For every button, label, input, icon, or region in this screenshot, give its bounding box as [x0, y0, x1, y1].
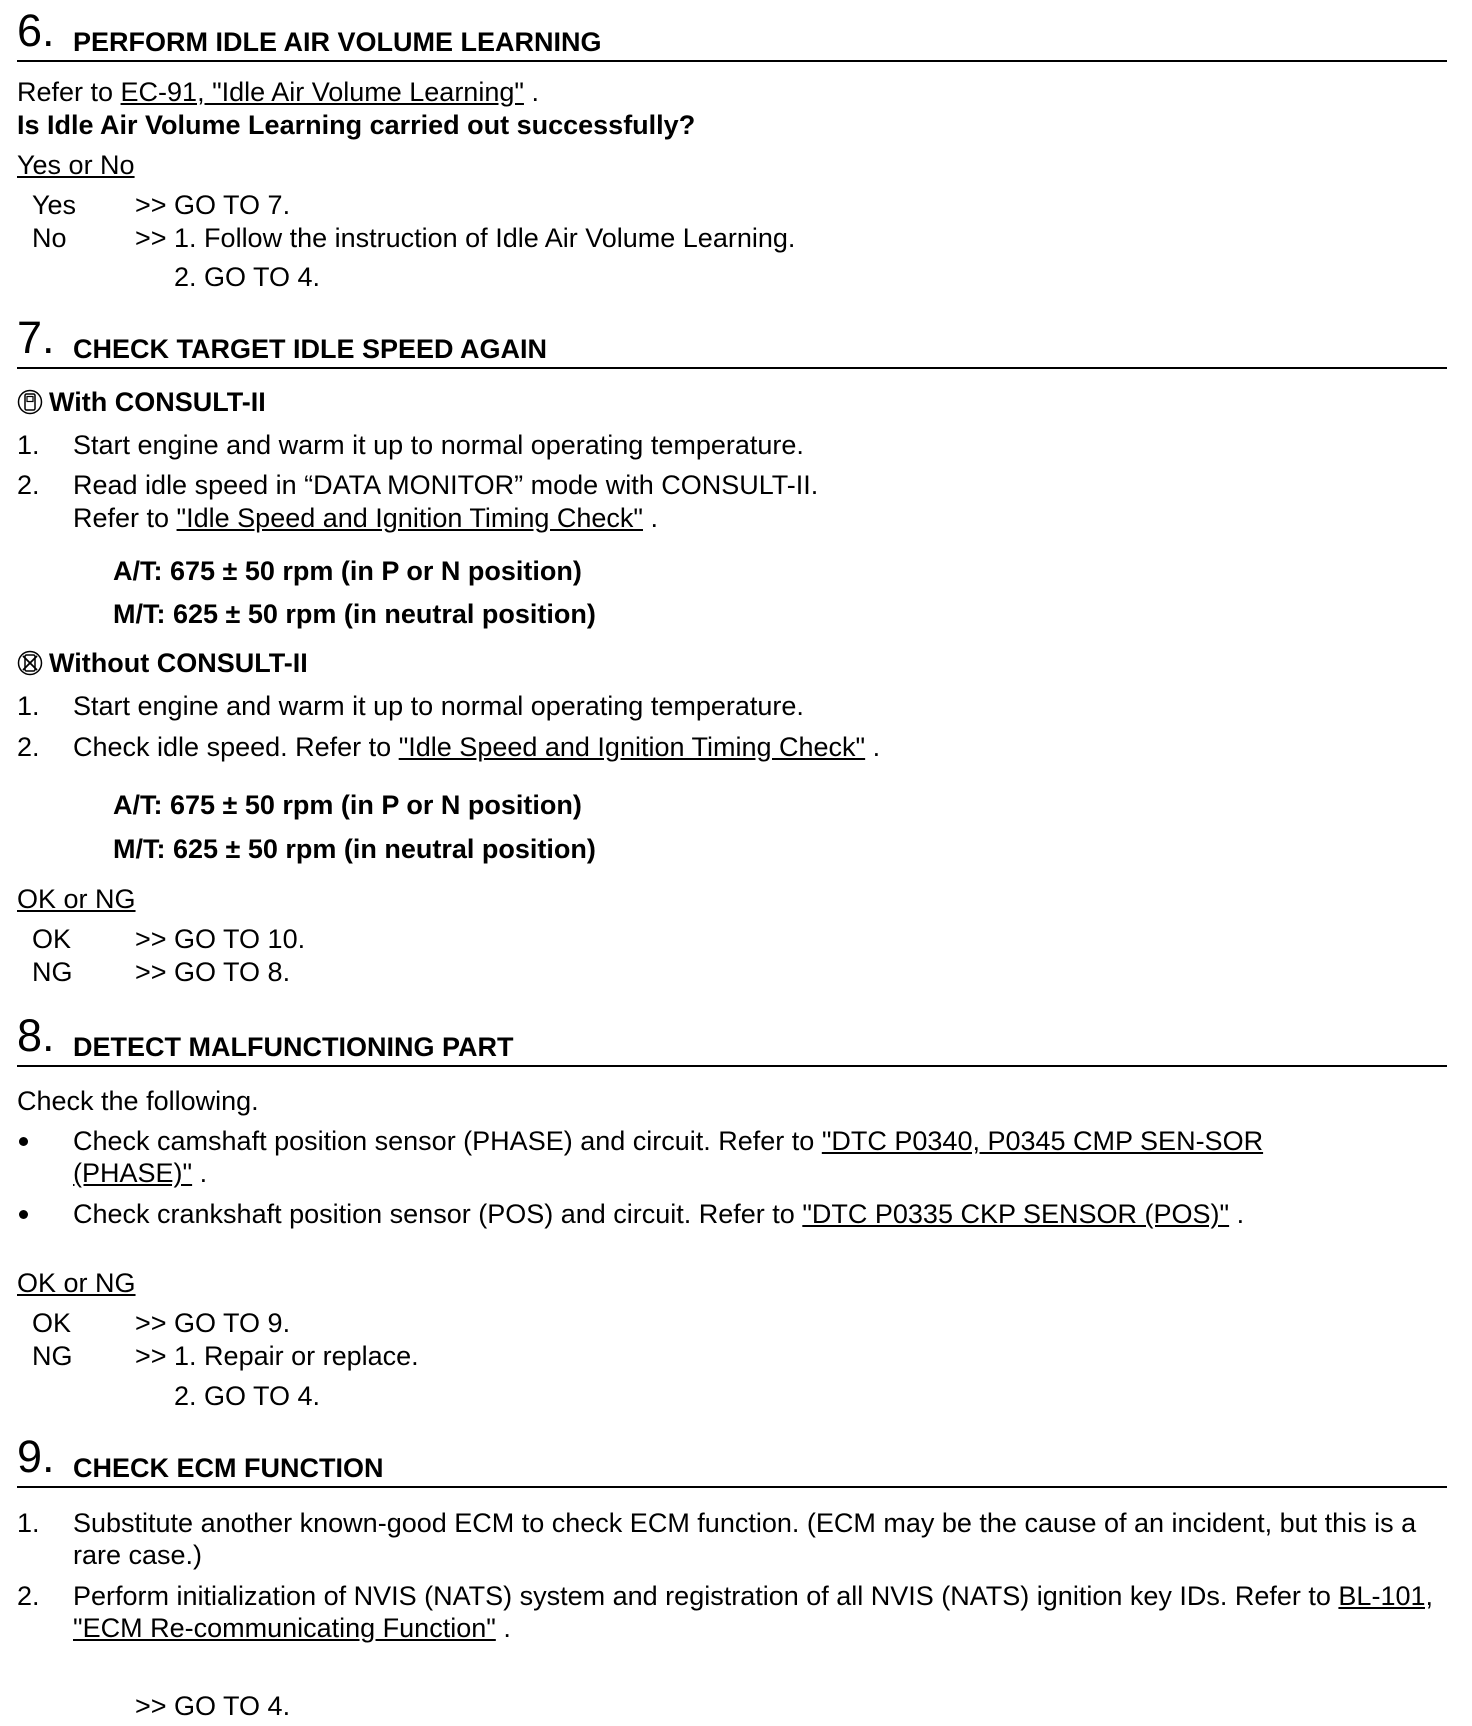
- goto-text: >> GO TO 4.: [135, 1691, 291, 1721]
- section-8-header: [17, 1010, 1447, 1067]
- choice-label: OK or NG: [17, 884, 136, 914]
- answer-key: No: [32, 223, 67, 253]
- step-text-prefix: Check idle speed. Refer to: [73, 732, 399, 762]
- no-consult-icon: [17, 650, 43, 676]
- section-title: CHECK TARGET IDLE SPEED AGAIN: [73, 334, 548, 364]
- section-title: CHECK ECM FUNCTION: [73, 1453, 384, 1483]
- question-text: Is Idle Air Volume Learning carried out successfully?: [17, 110, 696, 140]
- bullet-text: [73, 1125, 1333, 1189]
- refer-link[interactable]: "Idle Speed and Ignition Timing Check": [398, 732, 866, 762]
- refer-prefix: Refer to: [73, 503, 177, 533]
- section-9-header: [17, 1431, 1447, 1488]
- answer-value: >> GO TO 8.: [135, 957, 291, 987]
- section-number: 8.: [17, 1010, 55, 1061]
- step-number: 2.: [17, 1581, 40, 1611]
- step-text: Start engine and warm it up to normal operating temperature.: [73, 430, 804, 460]
- step-number: 2.: [17, 470, 40, 500]
- refer-line: [73, 502, 658, 534]
- refer-suffix: .: [192, 1158, 208, 1188]
- refer-line: [17, 76, 539, 108]
- answer-key: NG: [32, 957, 73, 987]
- step-number: 1.: [17, 430, 40, 460]
- step-text: Substitute another known-good ECM to check ECM function. (ECM may be the cause of an incident, but this is a rare case.): [73, 1508, 1417, 1570]
- consult-tool-icon: [17, 389, 43, 415]
- refer-prefix: Refer to: [17, 77, 121, 107]
- with-consult-heading: [17, 386, 266, 418]
- bullet-text: [73, 1198, 1333, 1230]
- bullet-dot: [19, 1210, 28, 1219]
- refer-suffix: .: [1229, 1199, 1245, 1229]
- spec-mt: M/T: 625 ± 50 rpm (in neutral position): [113, 834, 596, 864]
- answer-no-step2: 2. GO TO 4.: [174, 262, 321, 292]
- step-text: Start engine and warm it up to normal operating temperature.: [73, 691, 804, 721]
- refer-link[interactable]: "DTC P0335 CKP SENSOR (POS)": [802, 1199, 1230, 1229]
- section-6-header: [17, 5, 1447, 62]
- refer-suffix: .: [643, 503, 659, 533]
- choice-label: Yes or No: [17, 150, 135, 180]
- section-number: 6.: [17, 5, 55, 56]
- section-title: DETECT MALFUNCTIONING PART: [73, 1032, 514, 1062]
- answer-ng-step2: 2. GO TO 4.: [174, 1381, 321, 1411]
- without-consult-heading: [17, 647, 308, 679]
- section-number: 9.: [17, 1431, 55, 1482]
- section-7-header: [17, 312, 1447, 369]
- with-consult-label: With CONSULT-II: [49, 387, 266, 417]
- answer-value: >> GO TO 7.: [135, 190, 291, 220]
- refer-link[interactable]: "DTC P0340, P0345 CMP SEN-SOR (PHASE)": [73, 1126, 1264, 1188]
- answer-value: >> GO TO 10.: [135, 924, 306, 954]
- choice-label: OK or NG: [17, 1268, 136, 1298]
- step-number: 2.: [17, 732, 40, 762]
- bullet-prefix: Check crankshaft position sensor (POS) and circuit. Refer to: [73, 1199, 803, 1229]
- bullet-dot: [19, 1137, 28, 1146]
- section-number: 7.: [17, 312, 55, 363]
- step-text: Read idle speed in “DATA MONITOR” mode with CONSULT-II.: [73, 470, 819, 500]
- step-text: [73, 731, 1447, 763]
- answer-key: NG: [32, 1341, 73, 1371]
- intro-text: Check the following.: [17, 1086, 259, 1116]
- spec-mt: M/T: 625 ± 50 rpm (in neutral position): [113, 599, 596, 629]
- answer-value: >> 1. Repair or replace.: [135, 1341, 419, 1371]
- answer-value: >> GO TO 9.: [135, 1308, 291, 1338]
- step-text-prefix: Perform initialization of NVIS (NATS) system and registration of all NVIS (NATS) ignition key IDs. Refer to: [73, 1581, 1339, 1611]
- step-number: 1.: [17, 1508, 40, 1538]
- without-consult-label: Without CONSULT-II: [49, 648, 308, 678]
- step-text: [73, 1580, 1447, 1644]
- step-number: 1.: [17, 691, 40, 721]
- refer-link[interactable]: BL-101, "ECM Re-communicating Function": [73, 1581, 1433, 1643]
- spec-at: A/T: 675 ± 50 rpm (in P or N position): [113, 556, 582, 586]
- answer-key: OK: [32, 924, 72, 954]
- spec-at: A/T: 675 ± 50 rpm (in P or N position): [113, 790, 582, 820]
- refer-link[interactable]: "Idle Speed and Ignition Timing Check": [176, 503, 643, 533]
- answer-value: >> 1. Follow the instruction of Idle Air Volume Learning.: [135, 223, 796, 253]
- refer-suffix: .: [495, 1613, 511, 1643]
- refer-link[interactable]: EC-91, "Idle Air Volume Learning": [120, 77, 524, 107]
- section-title: PERFORM IDLE AIR VOLUME LEARNING: [73, 27, 602, 57]
- bullet-prefix: Check camshaft position sensor (PHASE) and circuit. Refer to: [73, 1126, 822, 1156]
- refer-suffix: .: [865, 732, 881, 762]
- refer-suffix: .: [523, 77, 539, 107]
- answer-key: OK: [32, 1308, 72, 1338]
- answer-key: Yes: [32, 190, 77, 220]
